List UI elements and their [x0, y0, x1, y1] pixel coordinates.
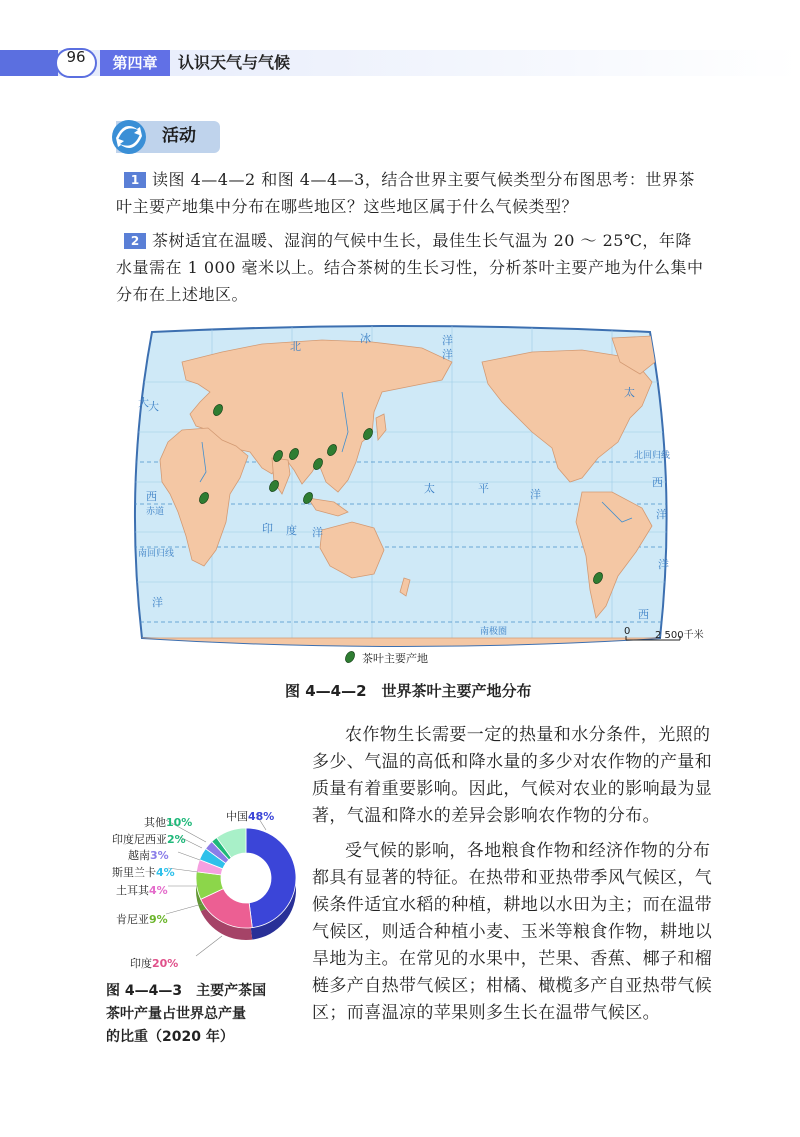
ocean-label: 洋: [312, 526, 323, 539]
body-line: 旱地为主。在常见的水果中，芒果、香蕉、椰子和榴: [312, 949, 713, 969]
question-2-badge: 2: [124, 233, 146, 249]
donut-hole: [221, 853, 271, 903]
ocean-label: 西: [146, 490, 157, 503]
ocean-label: 洋: [658, 558, 669, 571]
body-line: 农作物生长需要一定的热量和水分条件，光照的: [345, 725, 711, 745]
chart-caption-line: 的比重（2020 年）: [106, 1029, 234, 1045]
donut-value-label: 10%: [166, 816, 193, 829]
ocean-label: 洋: [442, 348, 453, 361]
donut-category-label: 斯里兰卡: [112, 866, 156, 879]
ocean-label: 洋: [152, 596, 163, 609]
legend-leaf-icon: [343, 650, 357, 664]
ocean-label: 洋: [530, 488, 541, 501]
ocean-label: 北: [290, 340, 301, 353]
donut-value-label: 2%: [167, 833, 186, 846]
scale-zero: 0: [624, 626, 631, 637]
body-line: 著，气温和降水的差异会影响农作物的分布。: [312, 806, 660, 826]
question-1-line-1: 读图 4—4—2 和图 4—4—3，结合世界主要气候类型分布图思考：世界茶: [152, 170, 695, 189]
ocean-label: 平: [478, 482, 489, 495]
tropic-cancer-label: 北回归线: [634, 451, 671, 461]
ocean-label: 西: [652, 476, 663, 489]
ocean-label: 洋: [442, 334, 453, 347]
body-line: 质量有着重要影响。因此，气候对农业的影响最为显: [312, 779, 713, 799]
equator-label: 赤道: [146, 507, 165, 517]
donut-category-label: 肯尼亚: [116, 913, 149, 926]
ocean-label: 大: [138, 396, 149, 409]
body-line: 梿多产自热带气候区；柑橘、橄榄多产自亚热带气候: [312, 976, 713, 996]
legend-label: 茶叶主要产地: [362, 652, 428, 665]
question-1-line-2: 叶主要产地集中分布在哪些地区？这些地区属于什么气候类型？: [116, 197, 579, 216]
body-line: 候条件适宜水稻的种植，耕地以水田为主；而在温带: [312, 895, 713, 915]
body-line: 区；而喜温凉的苹果则多生长在温带气候区。: [312, 1003, 660, 1023]
donut-leader-line: [178, 852, 200, 860]
donut-category-label: 中国: [226, 810, 248, 823]
donut-category-label: 土耳其: [116, 884, 149, 897]
activity-icon: [110, 118, 148, 156]
donut-category-label: 印度尼西亚: [112, 833, 167, 846]
chapter-title: 认识天气与气候: [178, 53, 291, 72]
question-2-line-2: 水量需在 1 000 毫米以上。结合茶树的生长习性，分析茶叶主要产地为什么集中: [116, 258, 704, 277]
donut-value-label: 9%: [149, 913, 168, 926]
ocean-label: 洋: [656, 508, 667, 521]
question-2-line-3: 分布在上述地区。: [116, 285, 249, 304]
body-line: 气候区，则适合种植小麦、玉米等粮食作物，耕地以: [312, 922, 713, 942]
ocean-label: 太: [624, 386, 635, 399]
body-line: 多少、气温的高低和降水量的多少对农作物的产量和: [312, 752, 713, 772]
question-2-line-1: 茶树适宜在温暖、湿润的气候中生长，最佳生长气温为 20 ～ 25℃，年降: [152, 231, 692, 250]
page-number: 96: [66, 48, 86, 66]
map-caption: 图 4—4—2 世界茶叶主要产地分布: [285, 682, 532, 700]
header-accent: [0, 50, 58, 76]
donut-leader-line: [166, 904, 202, 914]
ocean-label: 冰: [360, 332, 371, 345]
donut-value-label: 3%: [150, 849, 169, 862]
donut-category-label: 印度: [130, 957, 152, 970]
donut-category-label: 其他: [144, 816, 166, 829]
ocean-label: 西: [638, 608, 649, 621]
chapter-label: 第四章: [100, 50, 170, 76]
donut-value-label: 4%: [149, 884, 168, 897]
body-line: 受气候的影响，各地粮食作物和经济作物的分布: [345, 841, 711, 861]
body-line: 都具有显著的特征。在热带和亚热带季风气候区，气: [312, 868, 713, 888]
donut-category-label: 越南: [128, 849, 150, 862]
donut-leader-line: [196, 936, 222, 956]
chart-caption-line: 图 4—4—3 主要产茶国: [106, 983, 267, 999]
ocean-label: 大: [148, 400, 159, 413]
tropic-capricorn-label: 南回归线: [138, 549, 175, 559]
ocean-label: 太: [424, 482, 435, 495]
question-1-badge: 1: [124, 172, 146, 188]
activity-label: 活动: [162, 126, 196, 146]
antarctic-circle-label: 南极圈: [480, 627, 508, 637]
scale-label: 2 500千米: [655, 630, 704, 641]
ocean-label: 印: [262, 522, 273, 535]
donut-value-label: 48%: [248, 810, 275, 823]
world-map: [112, 322, 690, 652]
chart-caption-line: 茶叶产量占世界总产量: [106, 1006, 246, 1022]
donut-value-label: 4%: [156, 866, 175, 879]
donut-value-label: 20%: [152, 957, 179, 970]
ocean-label: 度: [286, 524, 297, 537]
